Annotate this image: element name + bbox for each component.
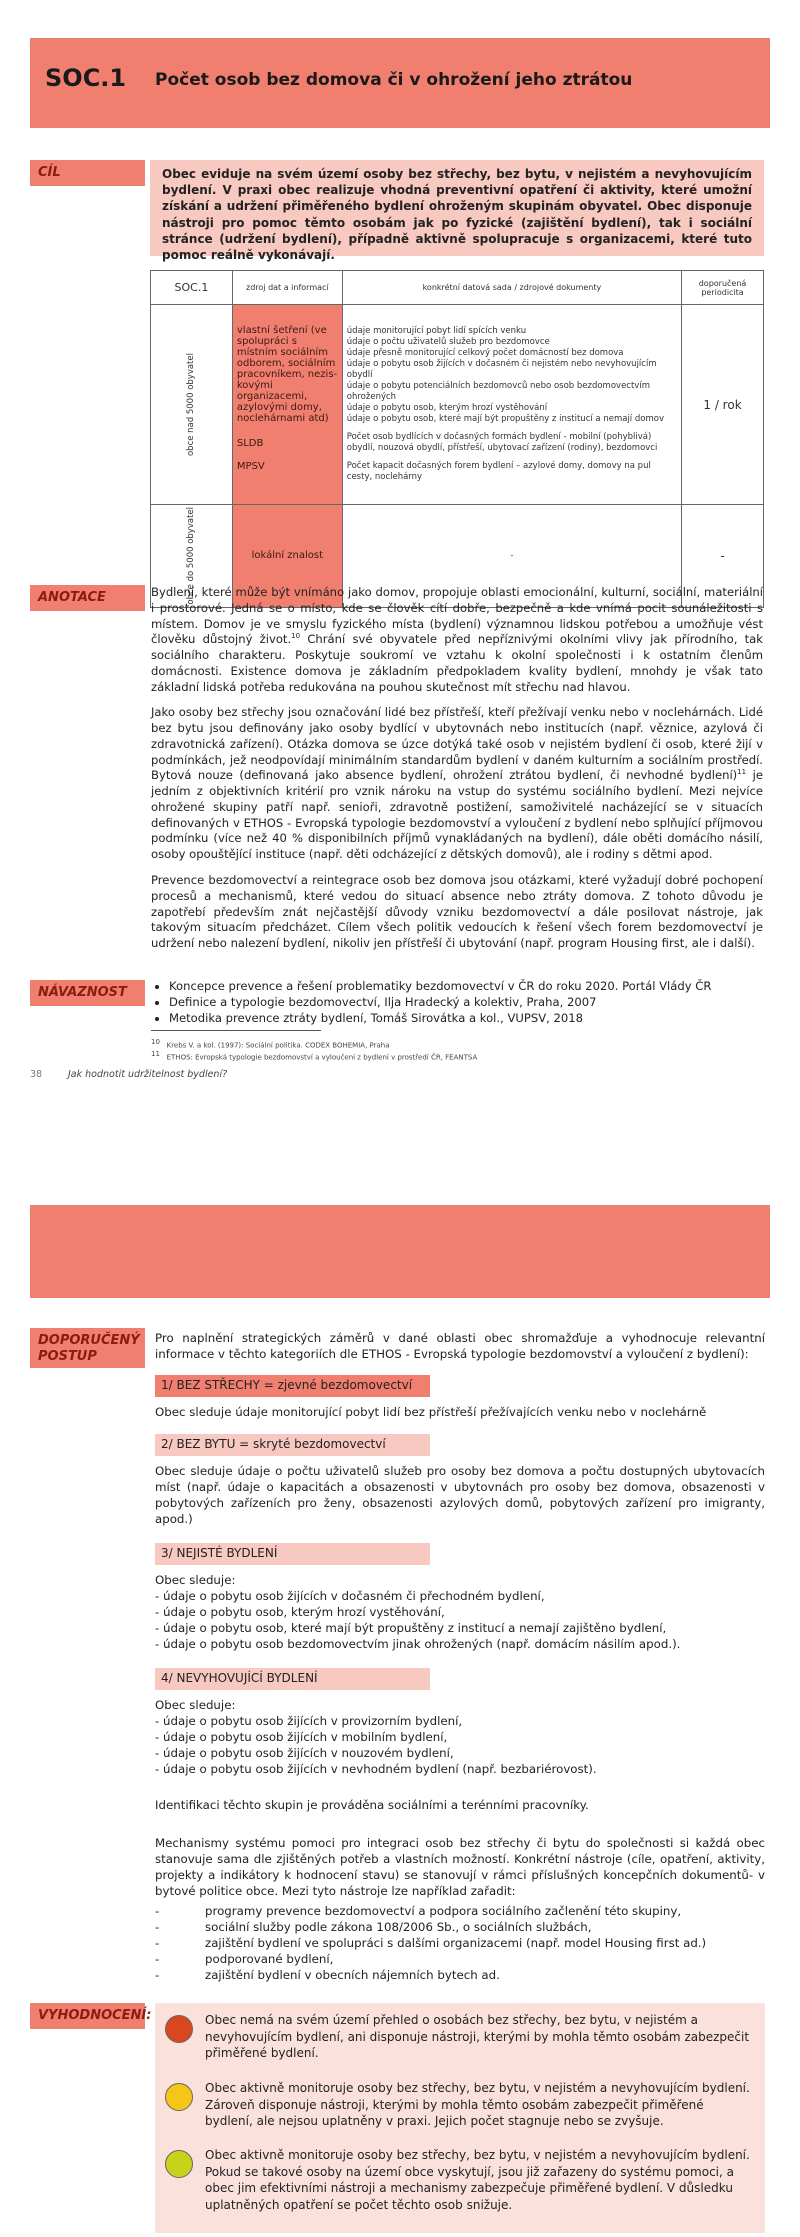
list-item: - programy prevence bezdomovectví a podpora sociálního začlenění této skupiny,: [155, 1904, 682, 1918]
annotation-paragraph: Bydlení, které může být vnímáno jako domov, propojuje oblasti emocionální, kulturní, sociální, materiální i prostorové. Jedná se o místo, kde se člověk cítí dobře, bezpečně a kde vnímá pocit sounáležitosti s místem. Domov je ve smyslu fyzického místa (bydlení) významnou lidskou potřebou a umožňuje vést člověku důstojný život.$^{10}$ Chrání své obyvatele před nepříznivými okolními vlivy jak přírodního, tak sociálního charakteru. Poskytuje soukromí ve vztahu k okolní společnosti i k ostatním členům domácnosti. Existence domova je základním předpokladem kvality bydlení, mnohdy je však tato základní lidská potřeba redukována na pouhou skutečnost mít střechu nad hlavou.: [151, 585, 763, 694]
list-item: - údaje o pobytu osob, kterým hrozí vystěhování,: [155, 1605, 445, 1620]
goal-text: Obec eviduje na svém území osoby bez střechy, bez bytu, v nejistém a nevyhovujícím bydlení. V praxi obec realizuje vhodná preventivní opatření či aktivity, které umožní získání a udržení přiměřeného bydlení ohroženým skupinám obyvatel. Obec disponuje nástroji pro pomoc těmto osobám jak po fyzické (zajištění bydlení), tak i sociální stránce (udržení bydlení), případně aktivně spolupracuje s organizacemi, které tuto pomoc reálně vykonávají.: [150, 160, 764, 256]
evaluation-label: VYHODNOCENÍ:: [30, 2003, 145, 2029]
source-cell: [232, 305, 342, 505]
yellow-level-icon: [165, 2083, 193, 2111]
goal-label: CÍL: [30, 160, 145, 186]
continuity-list: [151, 978, 763, 1027]
table-header-dataset: konkrétní datová sada / zdrojové dokumenty: [342, 271, 681, 305]
list-item: - údaje o pobytu osob, které mají být propuštěny z institucí a nemají zajištěno bydlení,: [155, 1621, 667, 1636]
dataset-none: -: [342, 505, 681, 608]
indicator-code: SOC.1: [45, 64, 127, 92]
dataset-list: údaje monitorující pobyt lidí spících venku údaje o počtu uživatelů služeb pro bezdomovce údaje přesně monitorující celkový počet domácností bez domova údaje o pobytu osob žijících v dočasném či nejistém nebo nevyhovujícím obydlí údaje o pobytu potenciálních bezdomovců nebo osob bezdomovectvím ohrožených údaje o pobytu osob, kterým hrozí vystěhování údaje o pobytu osob, které mají být propuštěny z institucí a nemají domov: [346, 325, 664, 425]
evaluation-red-text: Obec nemá na svém území přehled o osobách bez střechy, bez bytu, v nejistém a nevyhovujícím bydlení, ani disponuje nástroji, kterými by mohla těmto osobám zabezpečit přiměřené bydlení.: [205, 2013, 750, 2061]
list-item: - údaje o pobytu osob žijících v nevhodném bydlení (např. bezbariérovost).: [155, 1762, 597, 1777]
continuity-label: NÁVAZNOST: [30, 980, 145, 1006]
green-level-icon: [165, 2150, 193, 2178]
list-item: - podporované bydlení,: [155, 1952, 334, 1967]
dataset-cell: [342, 305, 681, 505]
footnote-divider: [151, 1030, 321, 1031]
list-item: • Metodika prevence ztráty bydlení, Tomáš Sirovátka a kol., VUPSV, 2018: [169, 1010, 763, 1026]
category-4-text: Obec sleduje: - údaje o pobytu osob žijících v provizorním bydlení, - údaje o pobytu osob žijících v mobilním bydlení, - údaje o pobytu osob žijících v nouzovém bydlení, - údaje o pobytu osob žijících v nevhodném bydlení (např. bezbariérovost).: [155, 1697, 765, 1777]
header-band-2: [30, 1205, 770, 1298]
category-4: 4/ NEVYHOVUJÍCÍ BYDLENÍ: [155, 1668, 430, 1690]
list-item: - údaje o pobytu osob žijících v mobilním bydlení,: [155, 1730, 448, 1745]
category-3: 3/ NEJISTÉ BYDLENÍ: [155, 1543, 430, 1565]
list-item: - údaje o pobytu osob žijících v dočasném či přechodném bydlení,: [155, 1589, 545, 1604]
list-item: • Koncepce prevence a řešení problematiky bezdomovectví v ČR do roku 2020. Portál Vlády ČR: [169, 978, 763, 994]
annotation-text: [151, 585, 763, 962]
category-2: 2/ BEZ BYTU = skryté bezdomovectví: [155, 1434, 430, 1456]
page-number: 38: [30, 1069, 43, 1080]
list-item: - údaje o pobytu osob bezdomovectvím jinak ohrožených (např. domácím násilím apod.).: [155, 1637, 681, 1652]
evaluation-yellow-text: Obec aktivně monitoruje osoby bez střechy, bez bytu, v nejistém a nevyhovujícím bydlení. Zároveň disponuje nástroji, kterými by mohla těmto osobám zabezpečit přiměřené bydlení, ale nejsou uplatněny v praxi. Jejich počet stagnuje nebo se zvyšuje.: [205, 2081, 750, 2129]
source-survey: vlastní šetření (ve spolupráci s místním sociálním odborem, sociálním pracovníkem, nezis-kovými organizacemi, azylovými domy, noclehárnami atd): [236, 325, 338, 424]
list-item: - údaje o pobytu osob žijících v nouzovém bydlení,: [155, 1746, 454, 1761]
period-none: -: [682, 505, 764, 608]
category-2-text: Obec sleduje údaje o počtu uživatelů služeb pro osoby bez domova a počtu dostupných ubytovacích míst (např. údaje o kapacitách a obsazenosti v ubytovnách pro osoby bez domova, obsazenosti v pobytových zařízeních pro ženy, obsazenosti azylových domů, pobytových zařízení pro imigranty, apod.): [155, 1464, 765, 1527]
page-running-title: Jak hodnotit udržitelnost bydlení?: [68, 1069, 228, 1080]
recommended-label: DOPORUČENÝ POSTUP: [30, 1328, 145, 1368]
dataset-capacity: Počet kapacit dočasných forem bydlení – azylové domy, domovy na pul cesty, noclehárny: [346, 461, 651, 483]
table-header-source: zdroj dat a informací: [232, 271, 342, 305]
list-item: • Definice a typologie bezdomovectví, Ilja Hradecký a kolektiv, Praha, 2007: [169, 994, 763, 1010]
category-1-text: Obec sleduje údaje monitorující pobyt lidí bez přístřeší přežívajících venku nebo v noclehárně: [155, 1405, 707, 1419]
dataset-temporary: Počet osob bydlících v dočasných formách bydlení - mobilní (pohyblivá) obydlí, nouzová obydlí, přístřeší, ubytovací zařízení (rodiny), bezdomovci: [346, 432, 658, 454]
annotation-paragraph: Jako osoby bez střechy jsou označování lidé bez přístřeší, kteří přežívají venku nebo v noclehárnách. Lidé bez bytu jsou definovány jako osoby bydlící v ubytovnách nebo institucích (např. věznice, azylová či zdravotnická zařízení). Otázka domova se úzce dotýká také osob v nejistém bydlení či osob, které žijí v podmínkách, jež neodpovídají minimálním standardům bydlení v daném kulturním a sociálním prostředí. Bytová nouze (definovaná jako absence bydlení, ohrožení ztrátou bydlení, či nevhodné bydlení)$^{11}$ je jedním z objektivních kritérií pro vznik nároku na vstup do systému sociálního bydlení. Mezi nejvíce ohrožené skupiny patří např. senioři, zdravotně postižení, samoživitelé nacházející se v situacích definovaných v ETHOS - Evropská typologie bezdomovství a vyloučení z bydlení nebo splňující příjmovou podmínku (více než 40 % disponibilních příjmů vynakládaných na bydlení), dále oběti domácího násilí, osoby opouštějící instituce (např. děti odcházející z dětských domovů), ale i rodiny s dětmi apod.: [151, 705, 763, 862]
list-item: - údaje o pobytu osob žijících v provizorním bydlení,: [155, 1714, 463, 1729]
list-item: - sociální služby podle zákona 108/2006 Sb., o sociálních službách,: [155, 1920, 592, 1935]
table-header-period: doporučená periodicita: [682, 271, 764, 305]
table-header-code: SOC.1: [151, 271, 233, 305]
annotation-paragraph: Prevence bezdomovectví a reintegrace osob bez domova jsou otázkami, které vyžadují dobré pochopení procesů a mechanismů, které vedou do situací absence nebo ztráty domova. Z tohoto důvodu je zapotřebí především znát nejčastější důvody vzniku bezdomovectví a dále posilovat nástroje, jak takovým situacím předcházet. Cílem všech politik vedoucích k řešení všech forem bezdomovectví je udržení nebo nalezení bydlení, nikoliv jen přístřeší či ubytování (např. program Housing first, ale i další).: [151, 873, 763, 951]
mechanisms-text: Mechanismy systému pomoci pro integraci osob bez střechy či bytu do společnosti si každá obec stanovuje sama dle zjištěných potřeb a vlastních možností. Konkrétní nástroje (cíle, opatření, aktivity, projekty a indikátory k hodnocení stavu) se stanovují v rámci příslušných koncepčních dokumentů- v bytové politice obce. Mezi tyto nástroje lze například zařadit:: [155, 1836, 765, 1899]
data-sources-table: [150, 270, 764, 608]
category-3-text: Obec sleduje: - údaje o pobytu osob žijících v dočasném či přechodném bydlení, - údaje o pobytu osob, kterým hrozí vystěhování, - údaje o pobytu osob, které mají být propuštěny z institucí a nemají zajištěno bydlení, - údaje o pobytu osob bezdomovectvím jinak ohrožených (např. domácím násilím apod.).: [155, 1572, 765, 1652]
list-item: - zajištění bydlení ve spolupráci s dalšími organizacemi (např. model Housing first ad.): [155, 1936, 707, 1951]
row-group-small: obce do 5000 obyvatel: [151, 505, 233, 608]
source-mpsv: MPSV: [236, 461, 265, 472]
evaluation-green-text: Obec aktivně monitoruje osoby bez střechy, bez bytu, v nejistém a nevyhovujícím bydlení. Pokud se takové osoby na území obce vyskytují, jsou již zařazeny do systému pomoci, a obec jim efektivními nástroji a mechanismy zabezpečuje přiměřené bydlení. V důsledku uplatněných opatření se počet těchto osob snižuje.: [205, 2148, 750, 2212]
red-level-icon: [165, 2015, 193, 2043]
list-item: - zajištění bydlení v obecních nájemních bytech ad.: [155, 1968, 500, 1983]
page-title: Počet osob bez domova či v ohrožení jeho ztrátou: [155, 70, 633, 90]
footnote-10: $^{10}$ Krebs V. a kol. (1997): Sociální politika. CODEX BOHEMIA, Praha: [151, 1038, 390, 1050]
recommended-intro: Pro naplnění strategických záměrů v dané oblasti obec shromažďuje a vyhodnocuje relevantní informace v těchto kategoriích dle ETHOS - Evropská typologie bezdomovství a vyloučení z bydlení):: [155, 1331, 765, 1362]
category-1: 1/ BEZ STŘECHY = zjevné bezdomovectví: [155, 1375, 430, 1397]
annotation-label: ANOTACE: [30, 585, 145, 611]
tools-list: [155, 1903, 765, 1983]
source-sldb: SLDB: [236, 438, 264, 449]
footnote-11: $^{11}$ ETHOS: Evropská typologie bezdomovství a vyloučení z bydlení v prostředí ČR, FEANTSA: [151, 1050, 478, 1062]
source-local: lokální znalost: [232, 505, 342, 608]
identification-text: Identifikaci těchto skupin je prováděna sociálními a terénními pracovníky.: [155, 1798, 589, 1812]
period-value: 1 / rok: [682, 305, 764, 505]
row-group-large: obce nad 5000 obyvatel: [151, 305, 233, 505]
